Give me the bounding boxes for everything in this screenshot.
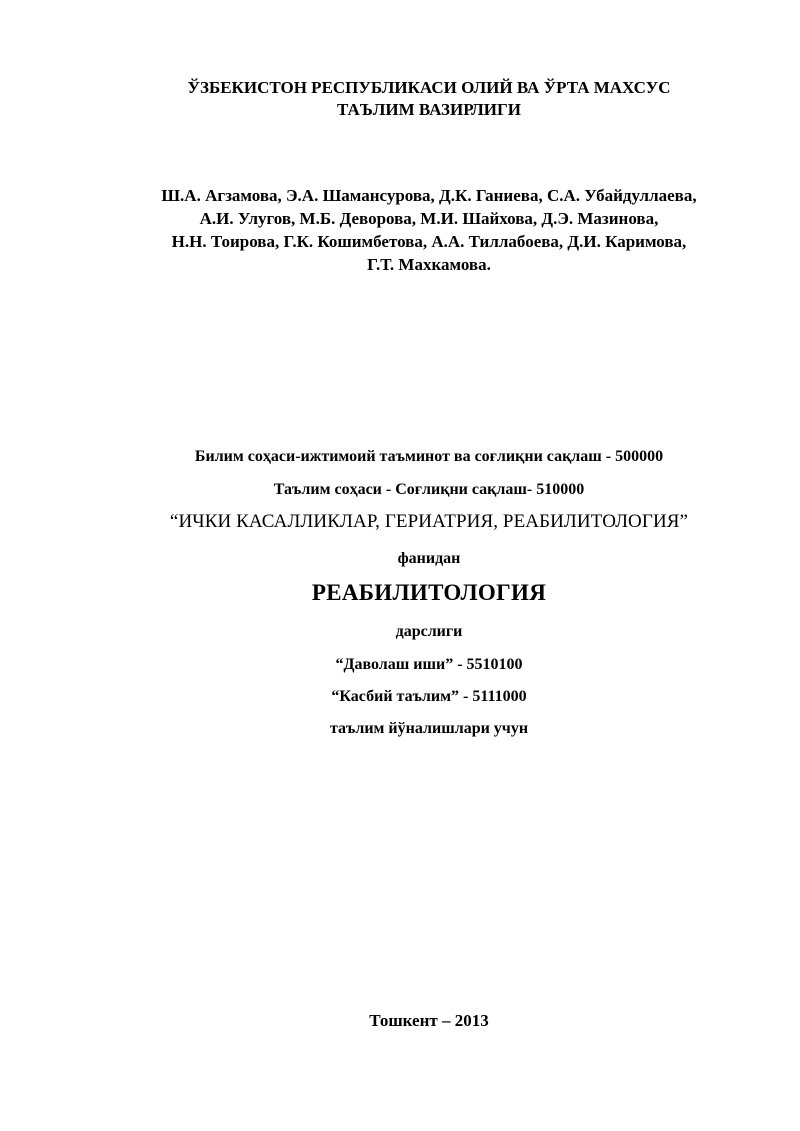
knowledge-area: Билим соҳаси-ижтимоий таъминот ва соғлиқни сақлаш - 500000 (194, 448, 664, 465)
document-title: РЕАБИЛИТОЛОГИЯ (311, 580, 547, 605)
authors-line-1: Ш.А. Агзамова, Э.А. Шамансурова, Д.К. Ганиева, С.А. Убайдуллаева, (161, 186, 697, 205)
document-subtitle: дарслиги (395, 623, 463, 640)
authors-line-2: А.И. Улугов, М.Б. Деворова, М.И. Шайхова, Д.Э. Мазинова, (199, 209, 659, 228)
direction-line-1: “Даволаш иши” - 5510100 (335, 656, 523, 673)
ministry-title-line-1: ЎЗБЕКИСТОН РЕСПУБЛИКАСИ ОЛИЙ ВА ЎРТА МАХСУС (187, 78, 671, 97)
course-name: “ИЧКИ КАСАЛЛИКЛАР, ГЕРИАТРИЯ, РЕАБИЛИТОЛОГИЯ” (169, 511, 689, 532)
direction-line-2: “Касбий таълим” - 5111000 (331, 688, 527, 705)
authors-line-4: Г.Т. Махкамова. (367, 255, 491, 274)
authors-line-3: Н.Н. Тоирова, Г.К. Кошимбетова, А.А. Тиллабоева, Д.И. Каримова, (171, 232, 687, 251)
direction-line-3: таълим йўналишлари учун (329, 720, 529, 737)
subject-suffix: фанидан (397, 550, 461, 567)
ministry-title-line-2: ТАЪЛИМ ВАЗИРЛИГИ (336, 100, 522, 119)
city-year: Тошкент – 2013 (369, 1011, 489, 1030)
education-area: Таълим соҳаси - Соғлиқни сақлаш- 510000 (273, 481, 585, 498)
